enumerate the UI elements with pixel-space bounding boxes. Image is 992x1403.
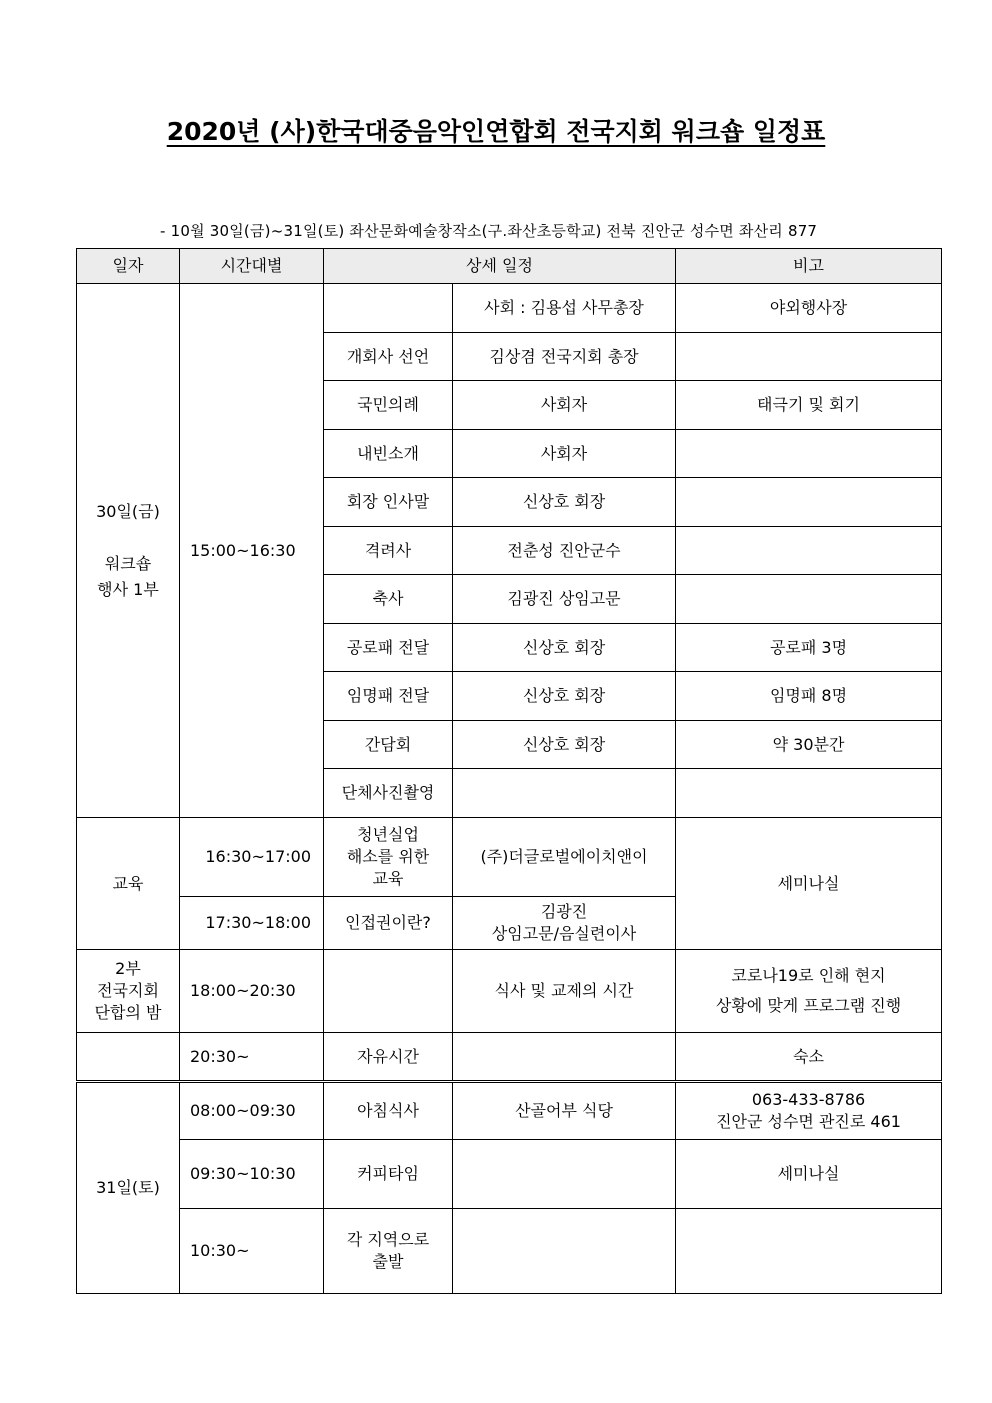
label-line: 단합의 밤 bbox=[94, 1003, 162, 1022]
education-person-2 bbox=[453, 897, 676, 950]
item-line: 출발 bbox=[372, 1252, 404, 1271]
part2-person: 식사 및 교제의 시간 bbox=[453, 950, 676, 1033]
day2-person bbox=[453, 1140, 676, 1209]
free-note: 숙소 bbox=[676, 1033, 942, 1082]
day2-person bbox=[453, 1209, 676, 1294]
phone-number: 063-433-8786 bbox=[751, 1090, 866, 1109]
header-date: 일자 bbox=[77, 249, 180, 284]
day1-date-cell bbox=[77, 284, 180, 818]
day2-time: 10:30~ bbox=[180, 1209, 324, 1294]
table-row bbox=[77, 950, 942, 1033]
program-item: 임명패 전달 bbox=[324, 672, 453, 721]
program-note: 태극기 및 회기 bbox=[676, 381, 942, 430]
program-item: 개회사 선언 bbox=[324, 333, 453, 381]
program-person: 사회자 bbox=[453, 430, 676, 478]
day2-time: 08:00~09:30 bbox=[180, 1082, 324, 1140]
day2-item bbox=[324, 1209, 453, 1294]
person-line: 상임고문/음실련이사 bbox=[491, 924, 637, 943]
document-title: 2020년 (사)한국대중음악인연합회 전국지회 워크숍 일정표 bbox=[166, 117, 826, 146]
program-note bbox=[676, 430, 942, 478]
note-line: 상황에 맞게 프로그램 진행 bbox=[715, 996, 902, 1015]
program-person: 전춘성 진안군수 bbox=[453, 527, 676, 575]
program-item: 회장 인사말 bbox=[324, 478, 453, 527]
note-line: 코로나19로 인해 현지 bbox=[731, 966, 886, 985]
program-note: 약 30분간 bbox=[676, 721, 942, 769]
header-time: 시간대별 bbox=[180, 249, 324, 284]
program-item: 공로패 전달 bbox=[324, 624, 453, 672]
program-note bbox=[676, 769, 942, 818]
schedule-table bbox=[76, 248, 942, 1294]
program-person: 신상호 회장 bbox=[453, 624, 676, 672]
program-person: 신상호 회장 bbox=[453, 672, 676, 721]
program-person: 사회자 bbox=[453, 381, 676, 430]
program-person: 신상호 회장 bbox=[453, 721, 676, 769]
item-line: 청년실업 bbox=[357, 825, 419, 844]
program-note bbox=[676, 527, 942, 575]
program-person: 김광진 상임고문 bbox=[453, 575, 676, 624]
label-line: 전국지회 bbox=[97, 981, 159, 1000]
program-person: 김상겸 전국지회 총장 bbox=[453, 333, 676, 381]
program-item: 내빈소개 bbox=[324, 430, 453, 478]
day1-label: 워크숍 bbox=[104, 553, 152, 573]
item-line: 교육 bbox=[372, 869, 404, 888]
program-note bbox=[676, 478, 942, 527]
header-row bbox=[77, 249, 942, 284]
day1-date: 30일(금) bbox=[96, 501, 160, 521]
day1-time: 15:00~16:30 bbox=[180, 284, 324, 818]
education-note: 세미나실 bbox=[676, 818, 942, 950]
table-row bbox=[77, 1209, 942, 1294]
free-person bbox=[453, 1033, 676, 1082]
item-line: 각 지역으로 bbox=[346, 1230, 430, 1249]
part2-label bbox=[77, 950, 180, 1033]
day2-note bbox=[676, 1209, 942, 1294]
free-item: 자유시간 bbox=[324, 1033, 453, 1082]
program-note bbox=[676, 575, 942, 624]
event-subtitle: - 10월 30일(금)~31일(토) 좌산문화예술창작소(구.좌산초등학교) 전북 진안군 성수면 좌산리 877 bbox=[160, 222, 818, 240]
program-person: 사회 : 김용섭 사무총장 bbox=[453, 284, 676, 333]
program-note: 임명패 8명 bbox=[676, 672, 942, 721]
program-item: 국민의례 bbox=[324, 381, 453, 430]
education-time-2: 17:30~18:00 bbox=[180, 897, 324, 950]
education-time-1: 16:30~17:00 bbox=[180, 818, 324, 897]
program-item: 단체사진촬영 bbox=[324, 769, 453, 818]
day2-note bbox=[676, 1082, 942, 1140]
program-item: 간담회 bbox=[324, 721, 453, 769]
education-person-1: (주)더글로벌에이치앤이 bbox=[453, 818, 676, 897]
free-date bbox=[77, 1033, 180, 1082]
header-note: 비고 bbox=[676, 249, 942, 284]
day2-date: 31일(토) bbox=[77, 1082, 180, 1294]
program-item bbox=[324, 284, 453, 333]
part2-item bbox=[324, 950, 453, 1033]
address: 진안군 성수면 관진로 461 bbox=[716, 1112, 901, 1131]
program-note: 공로패 3명 bbox=[676, 624, 942, 672]
day2-note: 세미나실 bbox=[676, 1140, 942, 1209]
program-person bbox=[453, 769, 676, 818]
program-item: 격려사 bbox=[324, 527, 453, 575]
day2-person: 산골어부 식당 bbox=[453, 1082, 676, 1140]
program-note bbox=[676, 333, 942, 381]
day2-item: 커피타임 bbox=[324, 1140, 453, 1209]
part2-time: 18:00~20:30 bbox=[180, 950, 324, 1033]
part2-note bbox=[676, 950, 942, 1033]
item-line: 해소를 위한 bbox=[346, 847, 430, 866]
education-label: 교육 bbox=[77, 818, 180, 950]
header-detail: 상세 일정 bbox=[324, 249, 676, 284]
day2-time: 09:30~10:30 bbox=[180, 1140, 324, 1209]
table-row bbox=[77, 818, 942, 897]
table-row bbox=[77, 1140, 942, 1209]
education-item-1 bbox=[324, 818, 453, 897]
program-person: 신상호 회장 bbox=[453, 478, 676, 527]
label-line: 2부 bbox=[115, 959, 141, 978]
table-row bbox=[77, 1033, 942, 1082]
table-row bbox=[77, 284, 942, 333]
free-time: 20:30~ bbox=[180, 1033, 324, 1082]
day1-part: 행사 1부 bbox=[97, 579, 159, 599]
program-item: 축사 bbox=[324, 575, 453, 624]
day2-item: 아침식사 bbox=[324, 1082, 453, 1140]
education-item-2: 인접권이란? bbox=[324, 897, 453, 950]
program-note: 야외행사장 bbox=[676, 284, 942, 333]
table-row bbox=[77, 1082, 942, 1140]
person-line: 김광진 bbox=[540, 902, 588, 921]
